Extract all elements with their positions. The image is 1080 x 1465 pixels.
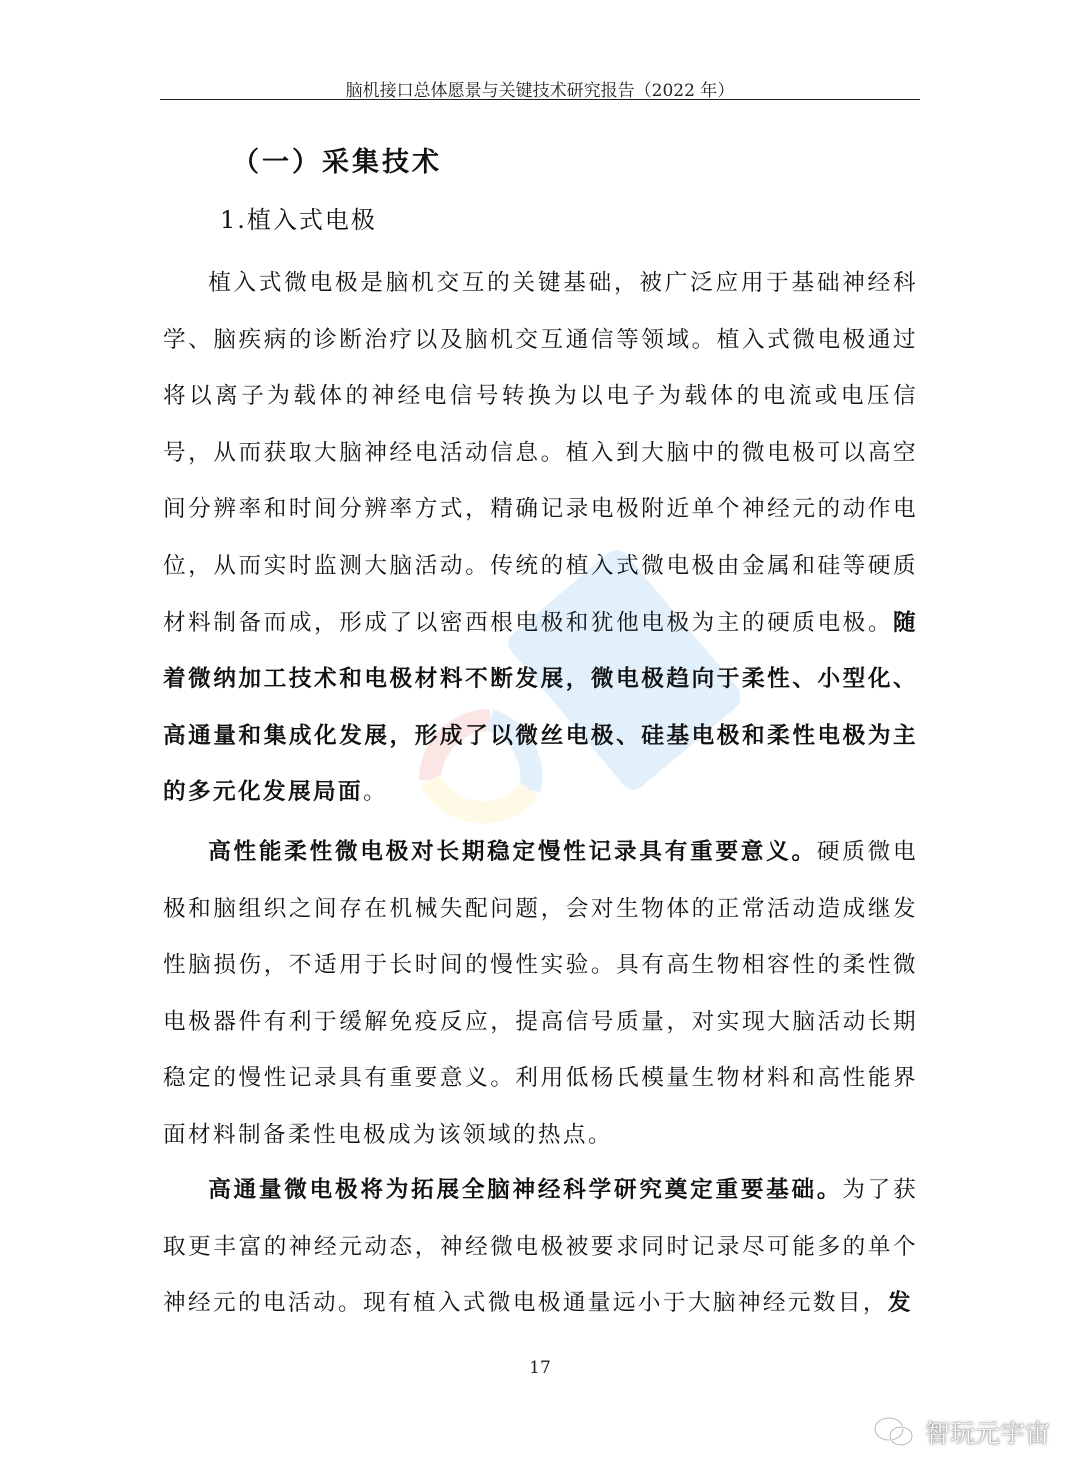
section-title: （一）采集技术	[232, 147, 442, 178]
running-header: 脑机接口总体愿景与关键技术研究报告（2022 年）	[345, 81, 735, 101]
wechat-account-watermark	[873, 1414, 1050, 1450]
paragraph-high-throughput-electrodes	[163, 1162, 918, 1332]
paragraph-text: 。	[362, 779, 388, 806]
subsection-title: 1.植入式电极	[220, 206, 377, 234]
page-number: 17	[529, 1358, 551, 1378]
paragraph-emphasis: 随着微纳加工技术和电极材料不断发展，微电极趋向于柔性、小型化、高通量和集成化发展，形成了以微丝电极、硅基电极和柔性电极为主的多元化发展局面	[163, 609, 918, 806]
paragraph-implanted-electrodes	[163, 255, 918, 821]
paragraph-flexible-electrodes	[163, 824, 918, 1164]
wechat-icon	[873, 1416, 915, 1448]
header-rule	[160, 99, 920, 100]
paragraph-text: 硬质微电极和脑组织之间存在机械失配问题，会对生物体的正常活动造成继发性脑损伤，不适用于长时间的慢性实验。具有高生物相容性的柔性微电极器件有利于缓解免疫反应，提高信号质量，对实现大脑活动长期稳定的慢性记录具有重要意义。利用低杨氏模量生物材料和高性能界面材料制备柔性电极成为该领域的热点。	[163, 839, 918, 1148]
paragraph-emphasis: 高通量微电极将为拓展全脑神经科学研究奠定重要基础。	[208, 1177, 843, 1203]
paragraph-emphasis: 发	[887, 1290, 913, 1317]
wechat-account-name: 智玩元宇宙	[924, 1419, 1050, 1448]
paragraph-text: 植入式微电极是脑机交互的关键基础，被广泛应用于基础神经科学、脑疾病的诊断治疗以及脑机交互通信等领域。植入式微电极通过将以离子为载体的神经电信号转换为以电子为载体的电流或电压信号，从而获取大脑神经电活动信息。植入到大脑中的微电极可以高空间分辨率和时间分辨率方式，精确记录电极附近单个神经元的动作电位，从而实时监测大脑活动。传统的植入式微电极由金属和硅等硬质材料制备而成，形成了以密西根电极和犹他电极为主的硬质电极。	[163, 270, 918, 636]
paragraph-emphasis: 高性能柔性微电极对长期稳定慢性记录具有重要意义。	[208, 839, 817, 865]
paragraph-text: 为了获取更丰富的神经元动态，神经微电极被要求同时记录尽可能多的单个神经元的电活动。现有植入式微电极通量远小于大脑神经元数目，	[163, 1177, 919, 1317]
